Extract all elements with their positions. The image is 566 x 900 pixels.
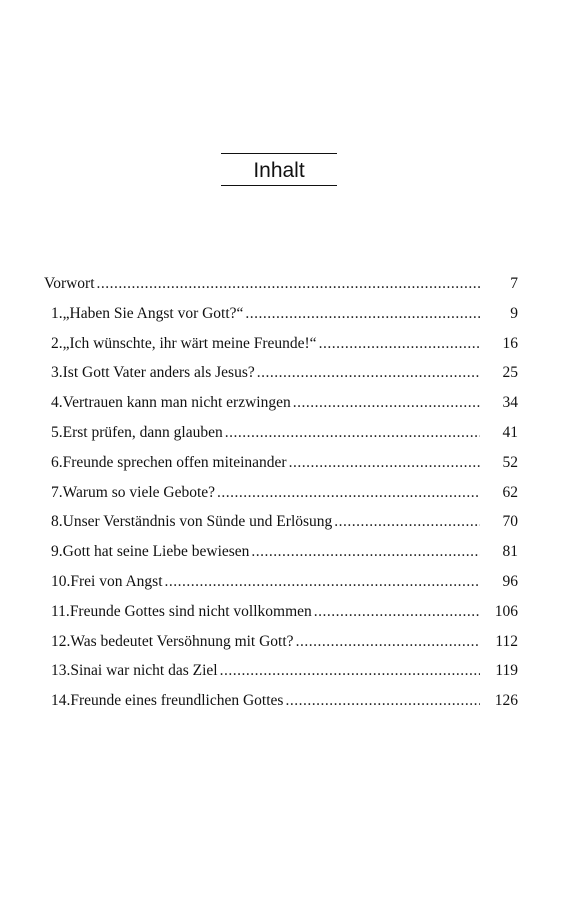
toc-entry-page: 9 (510, 304, 518, 322)
toc-entry-number: 6. (51, 453, 63, 471)
toc-entry-number: 11. (51, 602, 70, 620)
dot-leader (257, 362, 480, 384)
toc-entry-page: 34 (502, 394, 518, 412)
dot-leader (97, 273, 480, 295)
dot-leader (251, 541, 480, 563)
toc-entry (44, 690, 518, 720)
toc-entry-number: 14. (51, 692, 71, 710)
toc-entry-number: 3. (51, 364, 63, 382)
toc-entry-page: 96 (502, 572, 518, 590)
dot-leader (296, 631, 480, 653)
toc-entry-page: 112 (495, 632, 518, 650)
toc-entry-number: 1. (51, 304, 63, 322)
toc-entry-page: 126 (494, 692, 518, 710)
dot-leader (285, 690, 480, 712)
toc-entry-title: Erst prüfen, dann glauben (62, 423, 223, 441)
toc-entry-page: 62 (502, 483, 518, 501)
toc-entry-page: 41 (502, 423, 518, 441)
page-title: Inhalt (221, 153, 337, 186)
dot-leader (245, 303, 480, 325)
dot-leader (217, 482, 480, 504)
toc-entry-number: 4. (51, 394, 63, 412)
toc-entry-page: 52 (502, 453, 518, 471)
toc-entry-title: „Ich wünschte, ihr wärt meine Freunde!“ (62, 334, 317, 352)
toc-entry (44, 511, 518, 541)
toc-entry (44, 273, 518, 303)
toc-entry-title: Vorwort (44, 275, 95, 292)
toc-entry (44, 482, 518, 512)
toc-entry (44, 303, 518, 333)
toc-entry (44, 631, 518, 661)
dot-leader (334, 511, 480, 533)
toc-entry (44, 541, 518, 571)
toc-entry-number: 12. (51, 632, 71, 650)
toc-entry-page: 70 (502, 513, 518, 531)
toc-entry-title: Freunde sprechen offen miteinander (62, 453, 287, 471)
dot-leader (319, 333, 480, 355)
toc-entry (44, 392, 518, 422)
table-of-contents (44, 273, 518, 720)
toc-entry-title: Was bedeutet Versöhnung mit Gott? (70, 632, 294, 650)
dot-leader (314, 601, 480, 623)
toc-entry-page: 7 (510, 275, 518, 292)
toc-entry (44, 362, 518, 392)
dot-leader (220, 660, 480, 682)
toc-entry (44, 452, 518, 482)
toc-entry-title: „Haben Sie Angst vor Gott?“ (62, 304, 244, 322)
toc-entry-title: Gott hat seine Liebe bewiesen (62, 543, 250, 561)
toc-entry-number: 13. (51, 662, 71, 680)
toc-entry-number: 8. (51, 513, 63, 531)
toc-entry-page: 81 (502, 543, 518, 561)
toc-entry-title: Ist Gott Vater anders als Jesus? (62, 364, 255, 382)
toc-entry (44, 601, 518, 631)
toc-entry-number: 10. (51, 572, 71, 590)
toc-entry-title: Warum so viele Gebote? (62, 483, 216, 501)
dot-leader (225, 422, 480, 444)
toc-entry-number: 9. (51, 543, 63, 561)
dot-leader (293, 392, 480, 414)
toc-entry (44, 571, 518, 601)
toc-entry-title: Frei von Angst (70, 572, 163, 590)
toc-entry-page: 119 (495, 662, 518, 680)
toc-entry-page: 106 (494, 602, 518, 620)
toc-entry-number: 2. (51, 334, 63, 352)
toc-entry-title: Unser Verständnis von Sünde und Erlösung (62, 513, 333, 531)
toc-entry-number: 7. (51, 483, 63, 501)
toc-entry-title: Sinai war nicht das Ziel (70, 662, 218, 680)
dot-leader (165, 571, 480, 593)
toc-entry-title: Freunde eines freundlichen Gottes (70, 692, 284, 710)
toc-entry-page: 25 (502, 364, 518, 382)
toc-entry-title: Vertrauen kann man nicht erzwingen (62, 394, 291, 412)
toc-entry (44, 333, 518, 363)
toc-entry-number: 5. (51, 423, 63, 441)
dot-leader (289, 452, 480, 474)
toc-entry (44, 422, 518, 452)
toc-entry-page: 16 (502, 334, 518, 352)
toc-entry (44, 660, 518, 690)
toc-entry-title: Freunde Gottes sind nicht vollkommen (69, 602, 312, 620)
